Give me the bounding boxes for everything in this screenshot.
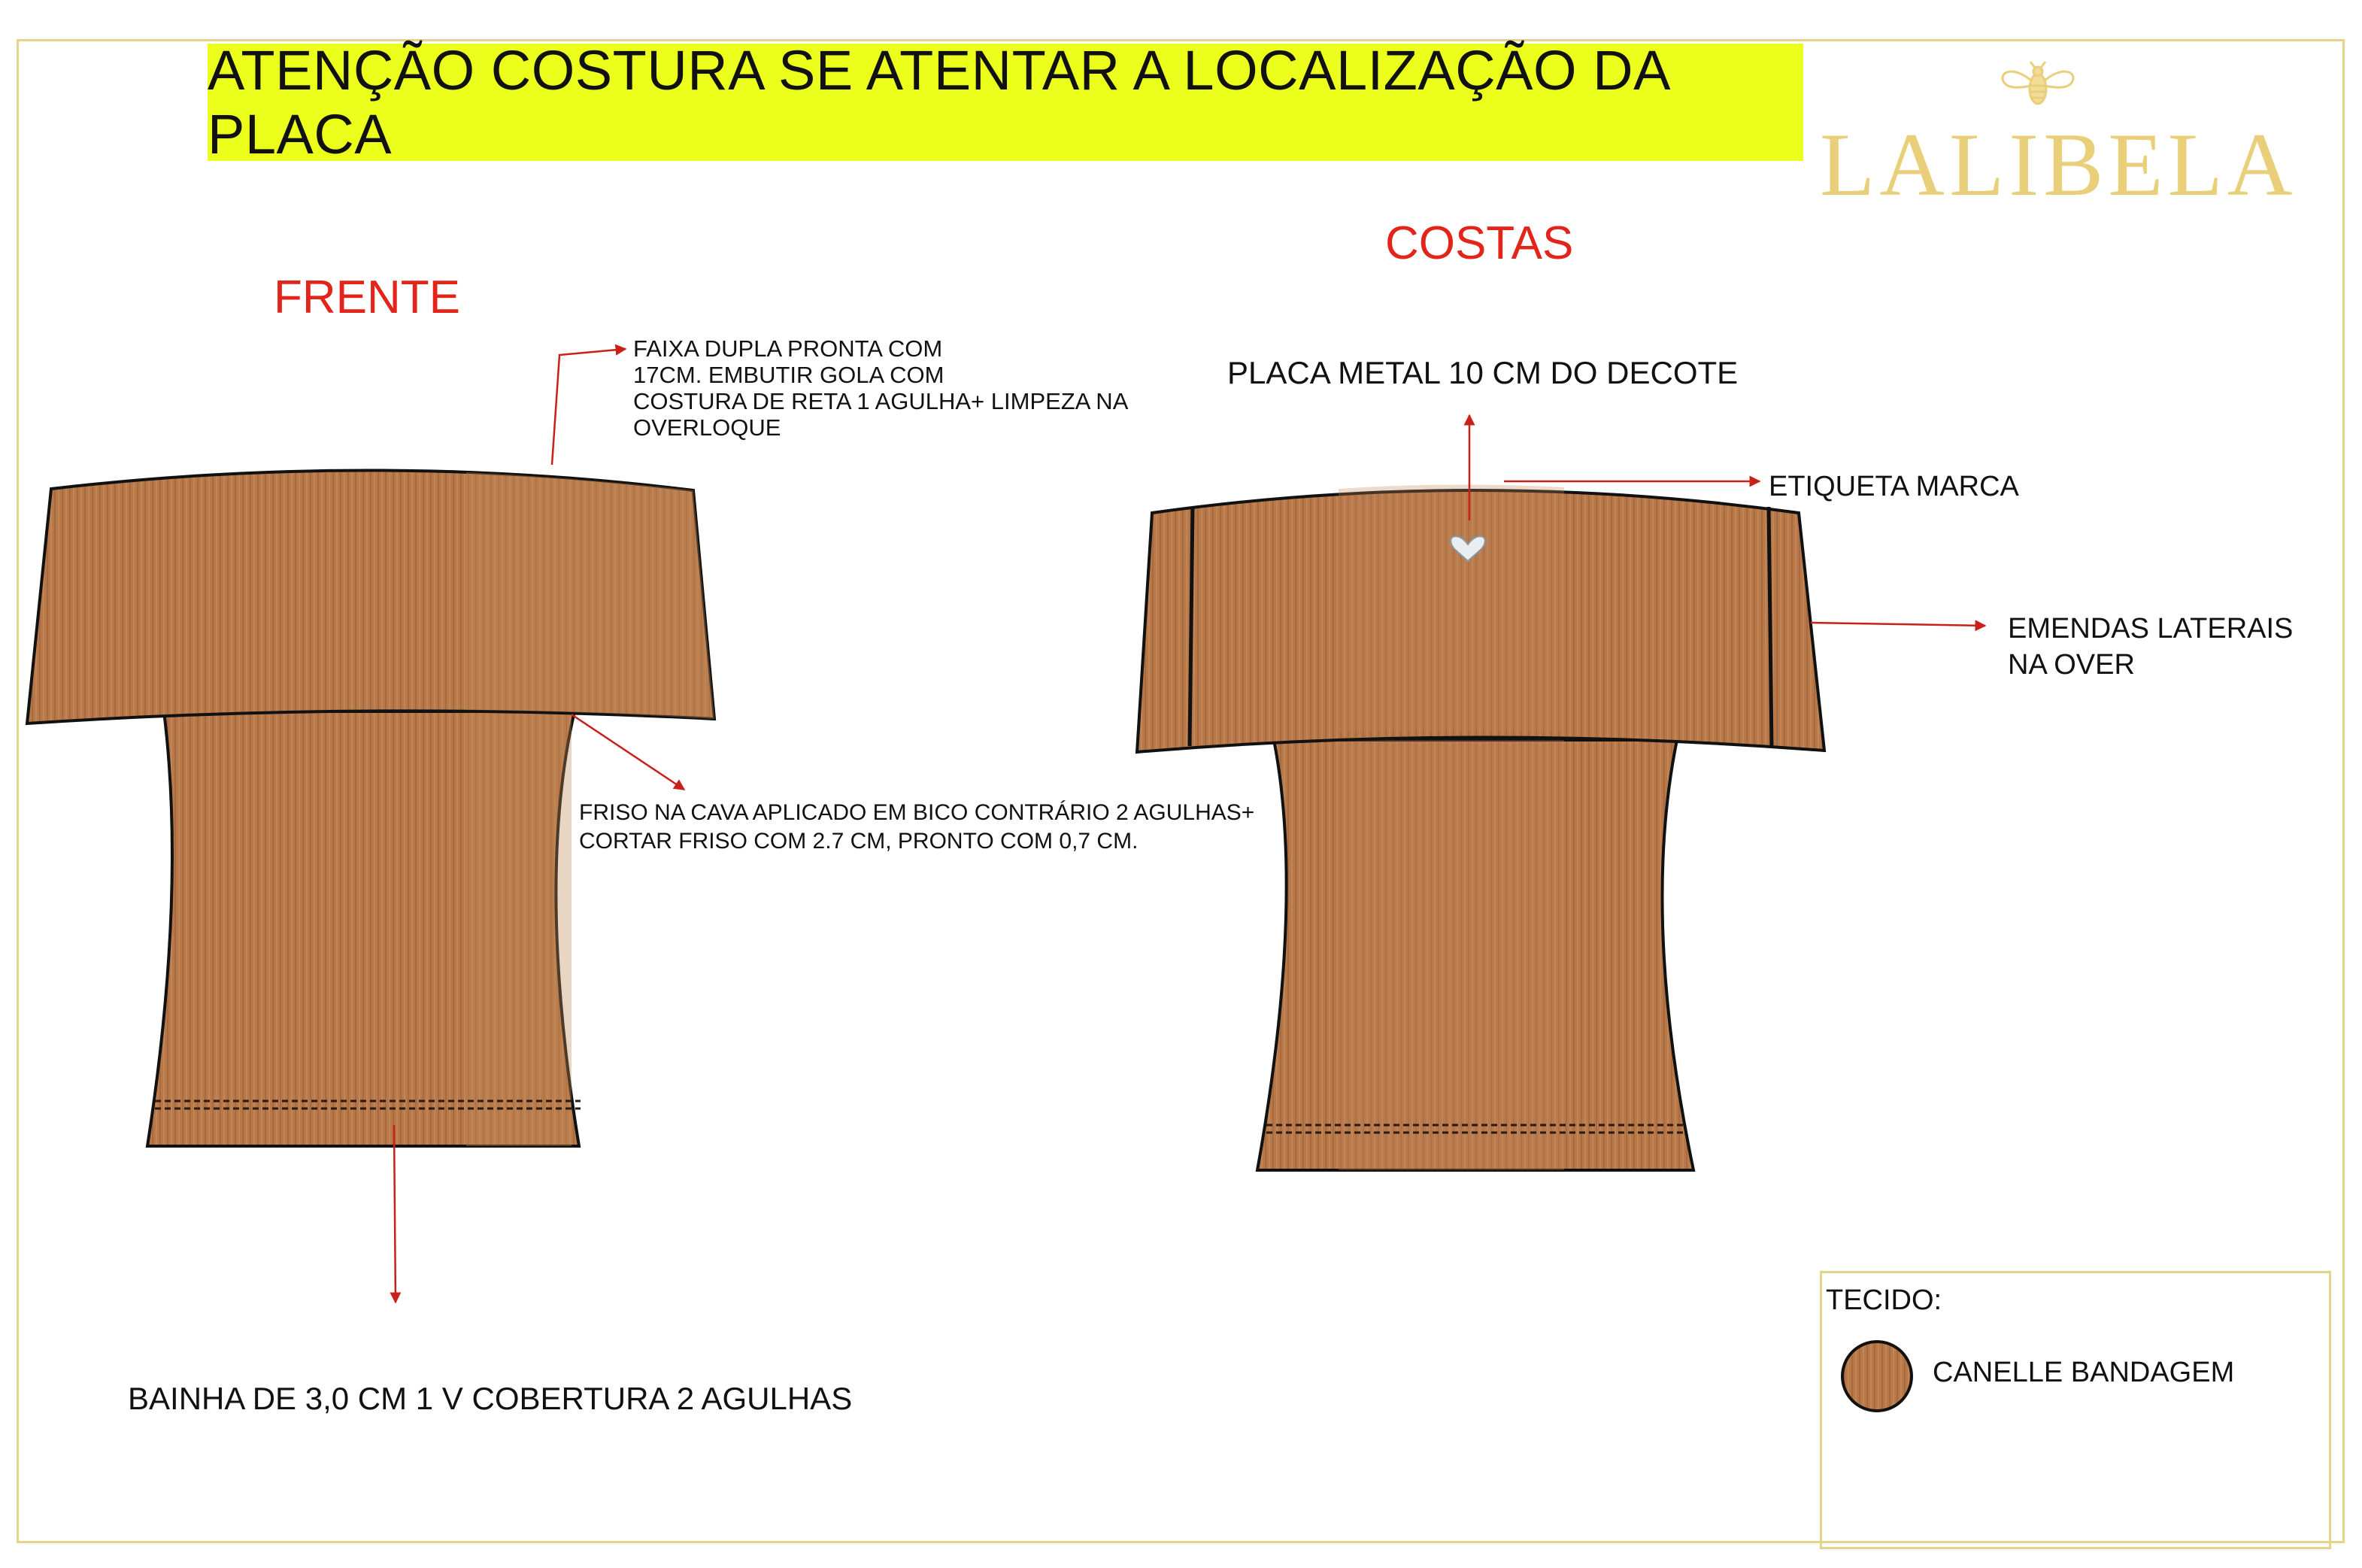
arrow-collar — [552, 349, 626, 465]
banner-text: ATENÇÃO COSTURA SE ATENTAR A LOCALIZAÇÃO DA PLACA — [208, 39, 1668, 165]
brand-name: LALIBELA — [1820, 114, 2297, 214]
arrow-seams — [1811, 623, 1985, 626]
fabric-name: CANELLE BANDAGEM — [1933, 1357, 2235, 1388]
note-armhole: FRISO NA CAVA APLICADO EM BICO CONTRÁRIO 2 AGULHAS+ CORTAR FRISO COM 2.7 CM, PRONTO COM 0,7 CM. — [579, 800, 1255, 854]
arrow-armhole — [572, 714, 684, 790]
note-collar: FAIXA DUPLA PRONTA COM 17CM. EMBUTIR GOLA COM COSTURA DE RETA 1 AGULHA+ LIMPEZA NA OVERLOQUE — [633, 335, 1129, 441]
arrow-hem — [394, 1125, 396, 1303]
note-label: ETIQUETA MARCA — [1769, 471, 2019, 502]
fabric-heading: TECIDO: — [1826, 1284, 1942, 1316]
note-plate: PLACA METAL 10 CM DO DECOTE — [1227, 355, 1739, 390]
note-hem: BAINHA DE 3,0 CM 1 V COBERTURA 2 AGULHAS — [128, 1381, 853, 1416]
back-title: COSTAS — [1385, 217, 1574, 269]
note-seams: EMENDAS LATERAIS NA OVER — [2008, 613, 2294, 681]
front-title: FRENTE — [274, 271, 460, 323]
